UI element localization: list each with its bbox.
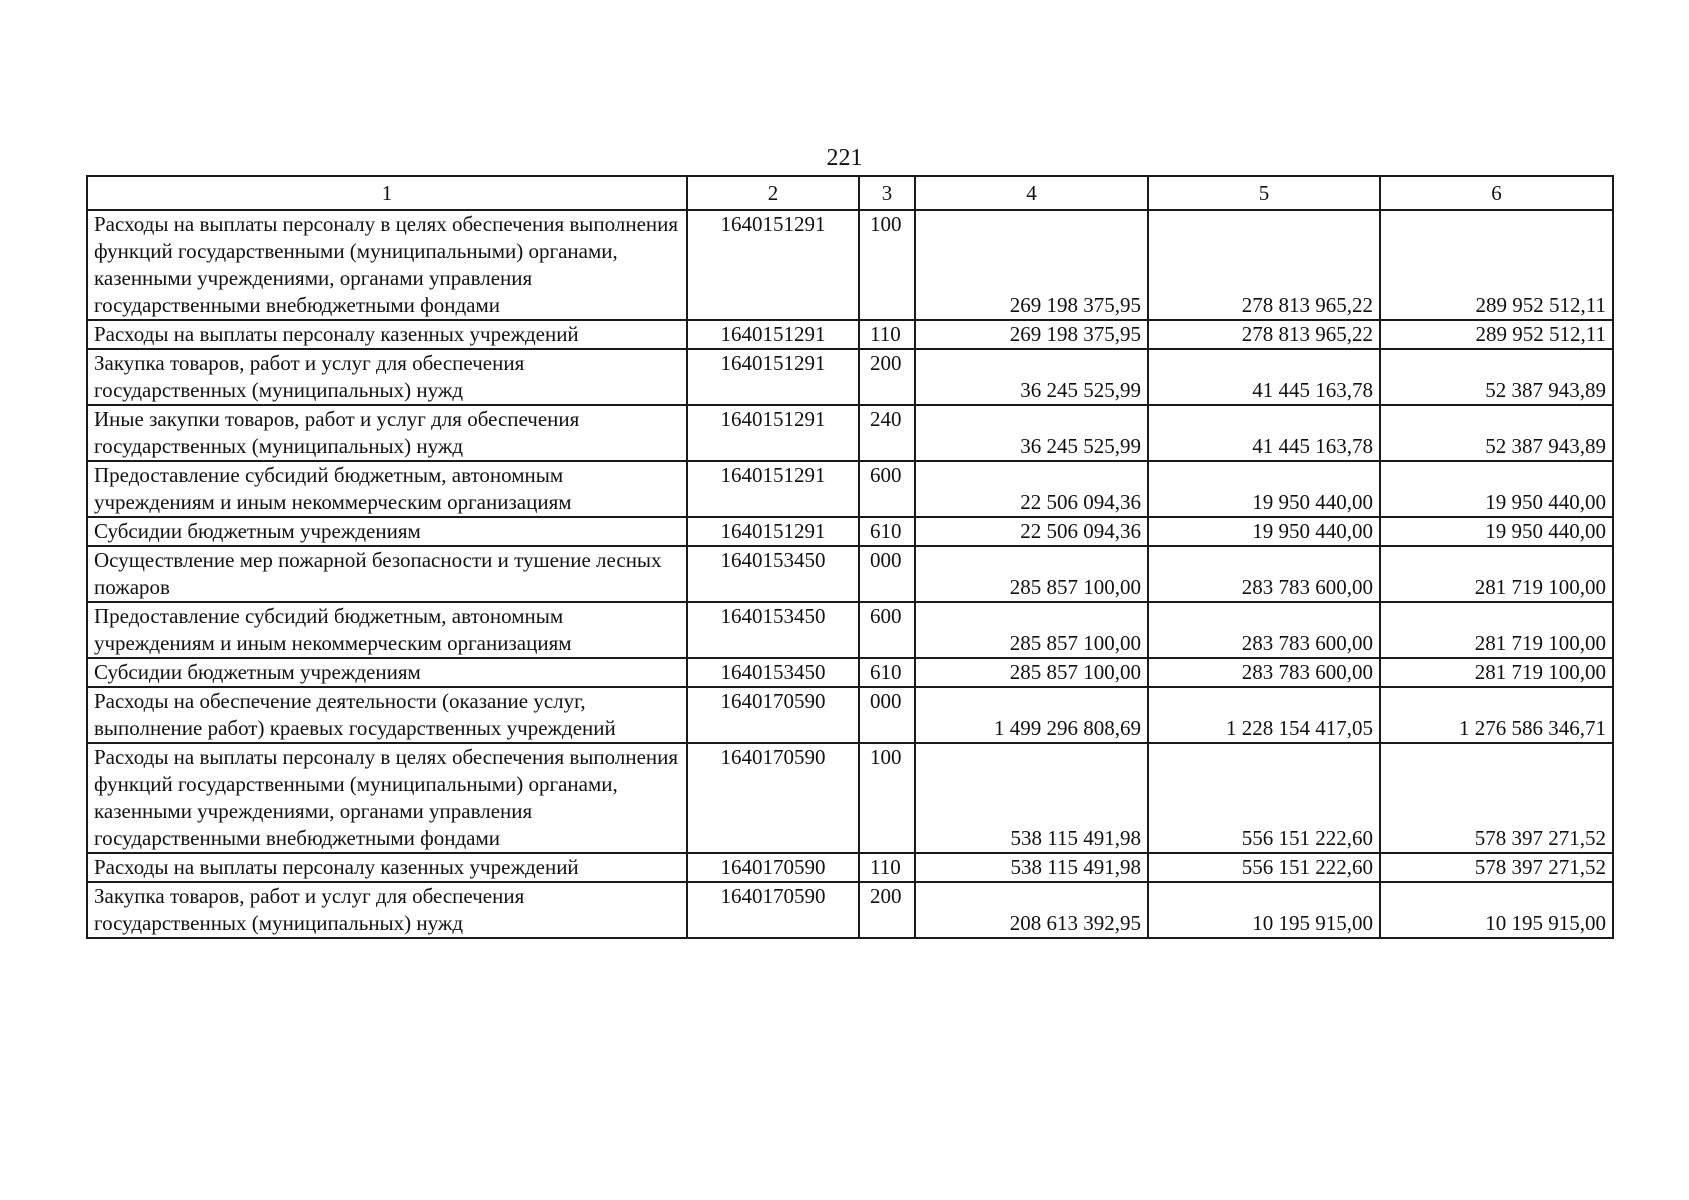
table-row (87, 210, 1613, 320)
row-description: Расходы на обеспечение деятельности (оказание услуг, выполнение работ) краевых государственных учреждений (87, 687, 687, 743)
row-value-col6: 52 387 943,89 (1380, 349, 1613, 405)
row-category: 610 (859, 517, 915, 546)
row-value-col6: 10 195 915,00 (1380, 882, 1613, 938)
row-value-col5: 1 228 154 417,05 (1148, 687, 1380, 743)
row-code: 1640170590 (687, 882, 859, 938)
row-description: Расходы на выплаты персоналу в целях обеспечения выполнения функций государственными (муниципальными) органами, казенными учреждениями, органами управления государственными внебюджетными фондами (87, 743, 687, 853)
row-value-col4: 538 115 491,98 (915, 853, 1148, 882)
row-code: 1640153450 (687, 602, 859, 658)
row-value-col6: 19 950 440,00 (1380, 517, 1613, 546)
row-category: 110 (859, 320, 915, 349)
row-value-col5: 283 783 600,00 (1148, 658, 1380, 687)
row-value-col4: 22 506 094,36 (915, 517, 1148, 546)
row-code: 1640170590 (687, 743, 859, 853)
row-value-col6: 281 719 100,00 (1380, 546, 1613, 602)
row-value-col5: 283 783 600,00 (1148, 546, 1380, 602)
row-value-col6: 578 397 271,52 (1380, 853, 1613, 882)
row-code: 1640151291 (687, 349, 859, 405)
column-header: 2 (687, 176, 859, 210)
table-row (87, 405, 1613, 461)
row-code: 1640151291 (687, 405, 859, 461)
row-category: 600 (859, 602, 915, 658)
row-code: 1640151291 (687, 210, 859, 320)
column-header: 6 (1380, 176, 1613, 210)
row-value-col6: 281 719 100,00 (1380, 658, 1613, 687)
table-row (87, 687, 1613, 743)
table-row (87, 602, 1613, 658)
column-header: 3 (859, 176, 915, 210)
row-value-col5: 278 813 965,22 (1148, 210, 1380, 320)
table-header-row (87, 176, 1613, 210)
row-category: 110 (859, 853, 915, 882)
row-value-col6: 19 950 440,00 (1380, 461, 1613, 517)
row-code: 1640170590 (687, 687, 859, 743)
table-row (87, 349, 1613, 405)
row-value-col4: 285 857 100,00 (915, 602, 1148, 658)
row-value-col5: 41 445 163,78 (1148, 405, 1380, 461)
row-value-col4: 208 613 392,95 (915, 882, 1148, 938)
row-description: Осуществление мер пожарной безопасности и тушение лесных пожаров (87, 546, 687, 602)
row-code: 1640170590 (687, 853, 859, 882)
table-row (87, 743, 1613, 853)
page-number: 221 (826, 145, 863, 171)
row-description: Расходы на выплаты персоналу в целях обеспечения выполнения функций государственными (муниципальными) органами, казенными учреждениями, органами управления государственными внебюджетными фондами (87, 210, 687, 320)
budget-table (86, 175, 1614, 939)
row-code: 1640153450 (687, 658, 859, 687)
row-value-col5: 41 445 163,78 (1148, 349, 1380, 405)
column-header: 1 (87, 176, 687, 210)
row-description: Предоставление субсидий бюджетным, автономным учреждениям и иным некоммерческим организациям (87, 461, 687, 517)
table-row (87, 882, 1613, 938)
table-row (87, 320, 1613, 349)
row-code: 1640151291 (687, 320, 859, 349)
row-description: Предоставление субсидий бюджетным, автономным учреждениям и иным некоммерческим организациям (87, 602, 687, 658)
row-description: Закупка товаров, работ и услуг для обеспечения государственных (муниципальных) нужд (87, 349, 687, 405)
row-description: Иные закупки товаров, работ и услуг для обеспечения государственных (муниципальных) нужд (87, 405, 687, 461)
row-category: 200 (859, 882, 915, 938)
row-value-col4: 22 506 094,36 (915, 461, 1148, 517)
row-value-col5: 556 151 222,60 (1148, 743, 1380, 853)
row-code: 1640153450 (687, 546, 859, 602)
table-row (87, 853, 1613, 882)
row-value-col6: 289 952 512,11 (1380, 320, 1613, 349)
row-value-col6: 281 719 100,00 (1380, 602, 1613, 658)
row-value-col5: 19 950 440,00 (1148, 517, 1380, 546)
row-category: 610 (859, 658, 915, 687)
row-description: Субсидии бюджетным учреждениям (87, 517, 687, 546)
row-category: 240 (859, 405, 915, 461)
row-description: Закупка товаров, работ и услуг для обеспечения государственных (муниципальных) нужд (87, 882, 687, 938)
row-value-col4: 285 857 100,00 (915, 546, 1148, 602)
row-value-col4: 36 245 525,99 (915, 405, 1148, 461)
row-value-col6: 289 952 512,11 (1380, 210, 1613, 320)
row-value-col4: 285 857 100,00 (915, 658, 1148, 687)
row-value-col4: 1 499 296 808,69 (915, 687, 1148, 743)
row-value-col4: 269 198 375,95 (915, 320, 1148, 349)
row-value-col4: 538 115 491,98 (915, 743, 1148, 853)
row-description: Субсидии бюджетным учреждениям (87, 658, 687, 687)
row-category: 200 (859, 349, 915, 405)
row-value-col4: 269 198 375,95 (915, 210, 1148, 320)
row-value-col5: 278 813 965,22 (1148, 320, 1380, 349)
row-value-col6: 578 397 271,52 (1380, 743, 1613, 853)
table-row (87, 461, 1613, 517)
row-category: 600 (859, 461, 915, 517)
row-description: Расходы на выплаты персоналу казенных учреждений (87, 320, 687, 349)
row-code: 1640151291 (687, 461, 859, 517)
row-code: 1640151291 (687, 517, 859, 546)
row-value-col5: 19 950 440,00 (1148, 461, 1380, 517)
row-category: 000 (859, 546, 915, 602)
column-header: 5 (1148, 176, 1380, 210)
row-value-col5: 10 195 915,00 (1148, 882, 1380, 938)
row-value-col5: 283 783 600,00 (1148, 602, 1380, 658)
column-header: 4 (915, 176, 1148, 210)
table-row (87, 658, 1613, 687)
row-value-col6: 52 387 943,89 (1380, 405, 1613, 461)
row-value-col6: 1 276 586 346,71 (1380, 687, 1613, 743)
row-value-col4: 36 245 525,99 (915, 349, 1148, 405)
row-value-col5: 556 151 222,60 (1148, 853, 1380, 882)
row-description: Расходы на выплаты персоналу казенных учреждений (87, 853, 687, 882)
row-category: 100 (859, 210, 915, 320)
table-row (87, 517, 1613, 546)
row-category: 100 (859, 743, 915, 853)
row-category: 000 (859, 687, 915, 743)
table-row (87, 546, 1613, 602)
